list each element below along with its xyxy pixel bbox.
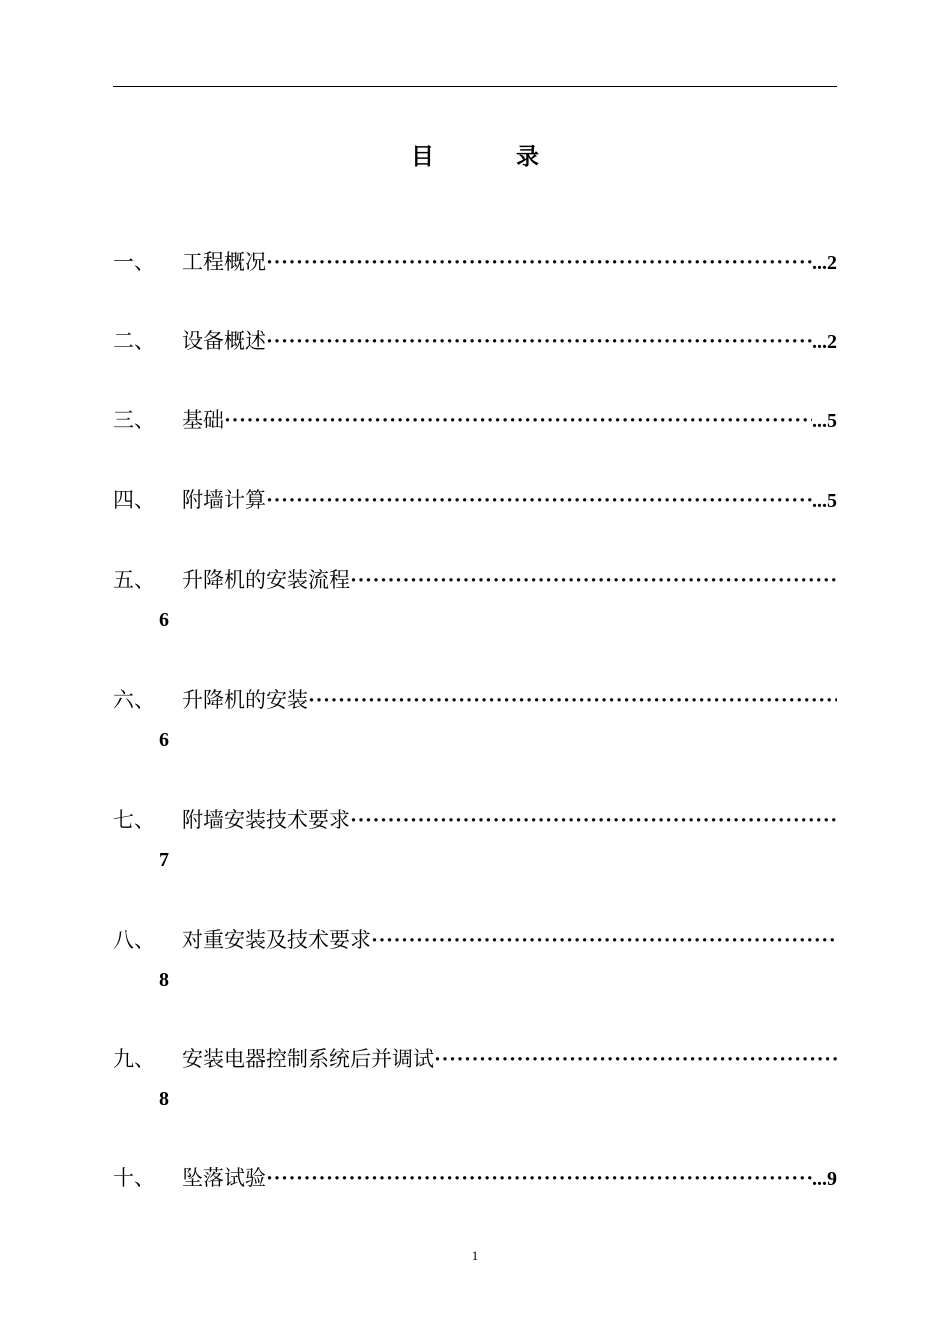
toc-dot-leader	[266, 321, 812, 361]
toc-entry-page: ...5	[812, 490, 837, 512]
toc-entry-page: ...2	[812, 252, 837, 274]
toc-entry-label: 基础	[182, 408, 224, 432]
toc-dot-leader	[350, 800, 837, 840]
toc-entry-number: 十、	[113, 1166, 155, 1190]
toc-dot-leader	[350, 560, 837, 600]
toc-entry-page: 6	[159, 609, 169, 631]
toc-entry-page: 6	[159, 729, 169, 751]
toc-entry-number: 九、	[113, 1047, 155, 1071]
toc-entry-page: 7	[159, 849, 169, 871]
toc-entry-number: 五、	[113, 568, 155, 592]
toc-dot-leader	[371, 920, 837, 960]
toc-entry-label: 附墙安装技术要求	[182, 808, 350, 832]
toc-entry-page: ...5	[812, 410, 837, 432]
toc-entry-label: 坠落试验	[182, 1166, 266, 1190]
toc-title-char-1: 目	[411, 144, 434, 170]
toc-entry-label: 升降机的安装流程	[182, 568, 350, 592]
toc-entry-page: 8	[159, 1088, 169, 1110]
toc-entry-number: 七、	[113, 808, 155, 832]
toc-entry-number: 四、	[113, 488, 155, 512]
toc-entry-label: 附墙计算	[182, 488, 266, 512]
toc-entry-label: 工程概况	[182, 250, 266, 274]
toc-entry-number: 二、	[113, 329, 155, 353]
toc-entry-number: 一、	[113, 250, 155, 274]
toc-entry-page: 8	[159, 969, 169, 991]
header-rule	[113, 86, 837, 87]
toc-dot-leader	[308, 680, 837, 720]
toc-dot-leader	[224, 400, 812, 440]
footer-page-number: 1	[471, 1248, 479, 1263]
toc-entry-page: ...2	[812, 331, 837, 353]
toc-title-char-2: 录	[516, 144, 539, 170]
toc-entry-page: ...9	[812, 1168, 837, 1190]
toc-entry-label: 对重安装及技术要求	[182, 928, 371, 952]
toc-dot-leader	[266, 242, 812, 282]
toc-entry-number: 六、	[113, 688, 155, 712]
toc-entry-number: 八、	[113, 928, 155, 952]
toc-entry-number: 三、	[113, 408, 155, 432]
toc-entry-label: 安装电器控制系统后并调试	[182, 1047, 434, 1071]
toc-title	[113, 138, 837, 171]
toc-dot-leader	[266, 1158, 812, 1198]
toc-dot-leader	[266, 480, 812, 520]
toc-entry-label: 升降机的安装	[182, 688, 308, 712]
toc-dot-leader	[434, 1039, 837, 1079]
toc-entry-label: 设备概述	[182, 329, 266, 353]
